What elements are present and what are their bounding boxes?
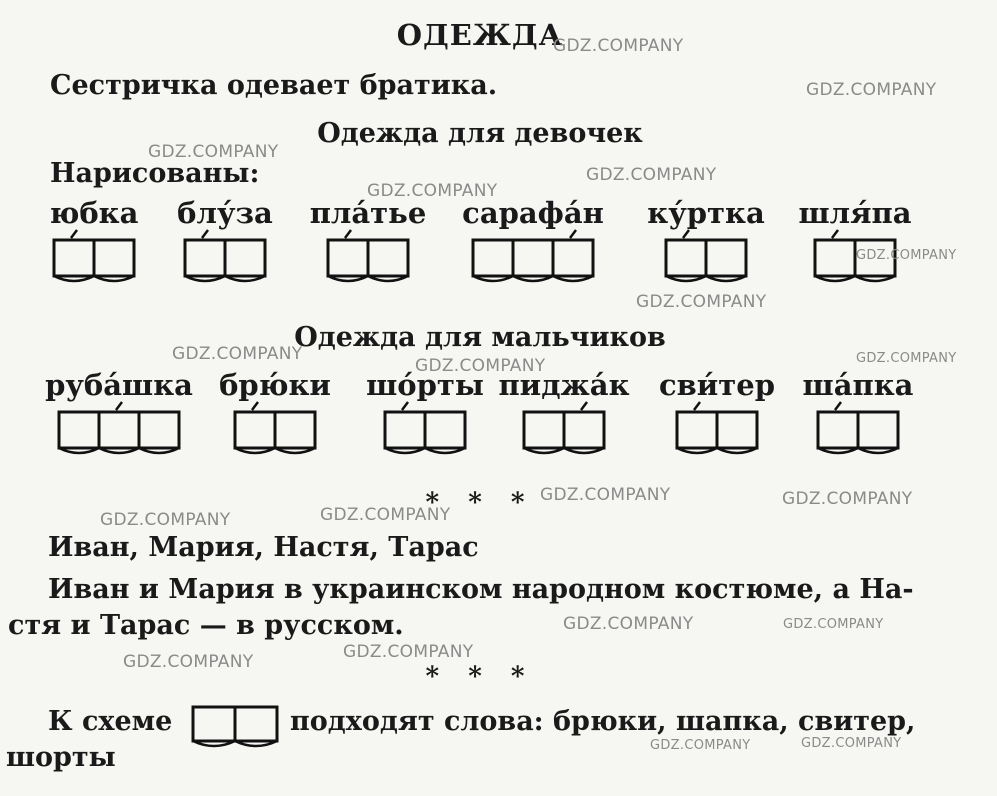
girls-syllable-scheme [183,230,267,286]
boys-syllable-scheme [816,402,900,458]
intro-sentence: Сестричка одевает братика. [50,70,498,101]
watermark: GDZ.COMPANY [563,614,694,634]
watermark: GDZ.COMPANY [415,356,546,376]
syllable-cell [513,240,553,276]
stress-mark [252,402,258,410]
watermark: GDZ.COMPANY [100,510,231,530]
syllable-cell [275,412,315,448]
boys-word: брю́ки [219,368,331,402]
syllable-cell [368,240,408,276]
watermark: GDZ.COMPANY [586,165,717,185]
separator-stars-2: * * * [425,662,535,692]
scheme-prefix: К схеме [48,706,173,737]
stress-mark [694,402,700,410]
watermark: GDZ.COMPANY [320,505,451,525]
girls-word: юбка [49,196,139,230]
boys-syllable-scheme [522,402,606,458]
syllable-cell [139,412,179,448]
page-title: ОДЕЖДА [396,18,564,52]
watermark: GDZ.COMPANY [553,36,684,56]
syllable-cell [59,412,99,448]
watermark: GDZ.COMPANY [540,485,671,505]
boys-word: ша́пка [802,368,914,402]
syllable-cell [473,240,513,276]
syllable-cell [94,240,134,276]
girls-syllable-scheme [326,230,410,286]
syllable-cell [235,412,275,448]
syllable-cell [666,240,706,276]
watermark: GDZ.COMPANY [367,181,498,201]
stress-mark [683,230,689,238]
boys-syllable-scheme [383,402,467,458]
costume-line-1: Иван и Мария в украинском народном костюме, а На- [48,574,914,605]
boys-syllable-scheme [675,402,759,458]
watermark: GDZ.COMPANY [172,344,303,364]
watermark: GDZ.COMPANY [782,489,913,509]
syllable-cell [553,240,593,276]
girls-word: сарафа́н [462,196,604,230]
separator-stars: * * * [425,488,535,518]
drawn-label: Нарисованы: [50,158,260,189]
stress-mark [116,402,122,410]
watermark: GDZ.COMPANY [856,248,957,263]
girls-word: блу́за [177,196,273,230]
girls-syllable-scheme [664,230,748,286]
boys-heading: Одежда для мальчиков [294,322,666,353]
stress-mark [345,230,351,238]
syllable-cell [54,240,94,276]
watermark: GDZ.COMPANY [783,617,884,632]
syllable-cell [815,240,855,276]
girls-syllable-scheme [52,230,136,286]
stress-mark [202,230,208,238]
boys-word: шо́рты [366,368,484,402]
syllable-cell [385,412,425,448]
stress-mark [832,230,838,238]
scheme-suffix: подходят слова: брюки, шапка, свитер, [290,706,916,737]
girls-syllable-scheme [471,230,595,286]
boys-syllable-scheme [233,402,317,458]
watermark: GDZ.COMPANY [856,351,957,366]
scheme-line-2: шорты [6,742,116,773]
syllable-cell [858,412,898,448]
syllable-cell [328,240,368,276]
costume-line-2: стя и Тарас — в русском. [8,610,404,641]
girls-word: ку́ртка [647,196,765,230]
boys-word: руба́шка [45,368,193,402]
stress-mark [71,230,77,238]
boys-syllable-scheme [57,402,181,458]
watermark: GDZ.COMPANY [801,736,902,751]
syllable-cell [524,412,564,448]
syllable-cell [677,412,717,448]
stress-mark [581,402,587,410]
syllable-cell [99,412,139,448]
girls-word: пла́тье [309,196,427,230]
names-line: Иван, Мария, Настя, Тарас [48,532,479,563]
watermark: GDZ.COMPANY [123,652,254,672]
syllable-cell [706,240,746,276]
stress-mark [570,230,576,238]
watermark: GDZ.COMPANY [343,642,474,662]
inline-syllable-scheme [191,703,279,753]
syllable-cell [818,412,858,448]
girls-word: шля́па [798,196,912,230]
syllable-cell [425,412,465,448]
syllable-cell [185,240,225,276]
syllable-cell [564,412,604,448]
stress-mark [835,402,841,410]
watermark: GDZ.COMPANY [636,292,767,312]
stress-mark [402,402,408,410]
watermark: GDZ.COMPANY [650,738,751,753]
syllable-cell [717,412,757,448]
watermark: GDZ.COMPANY [148,142,279,162]
syllable-cell [225,240,265,276]
boys-word: сви́тер [658,368,776,402]
boys-word: пиджа́к [498,368,630,402]
girls-heading: Одежда для девочек [317,118,643,149]
watermark: GDZ.COMPANY [806,80,937,100]
